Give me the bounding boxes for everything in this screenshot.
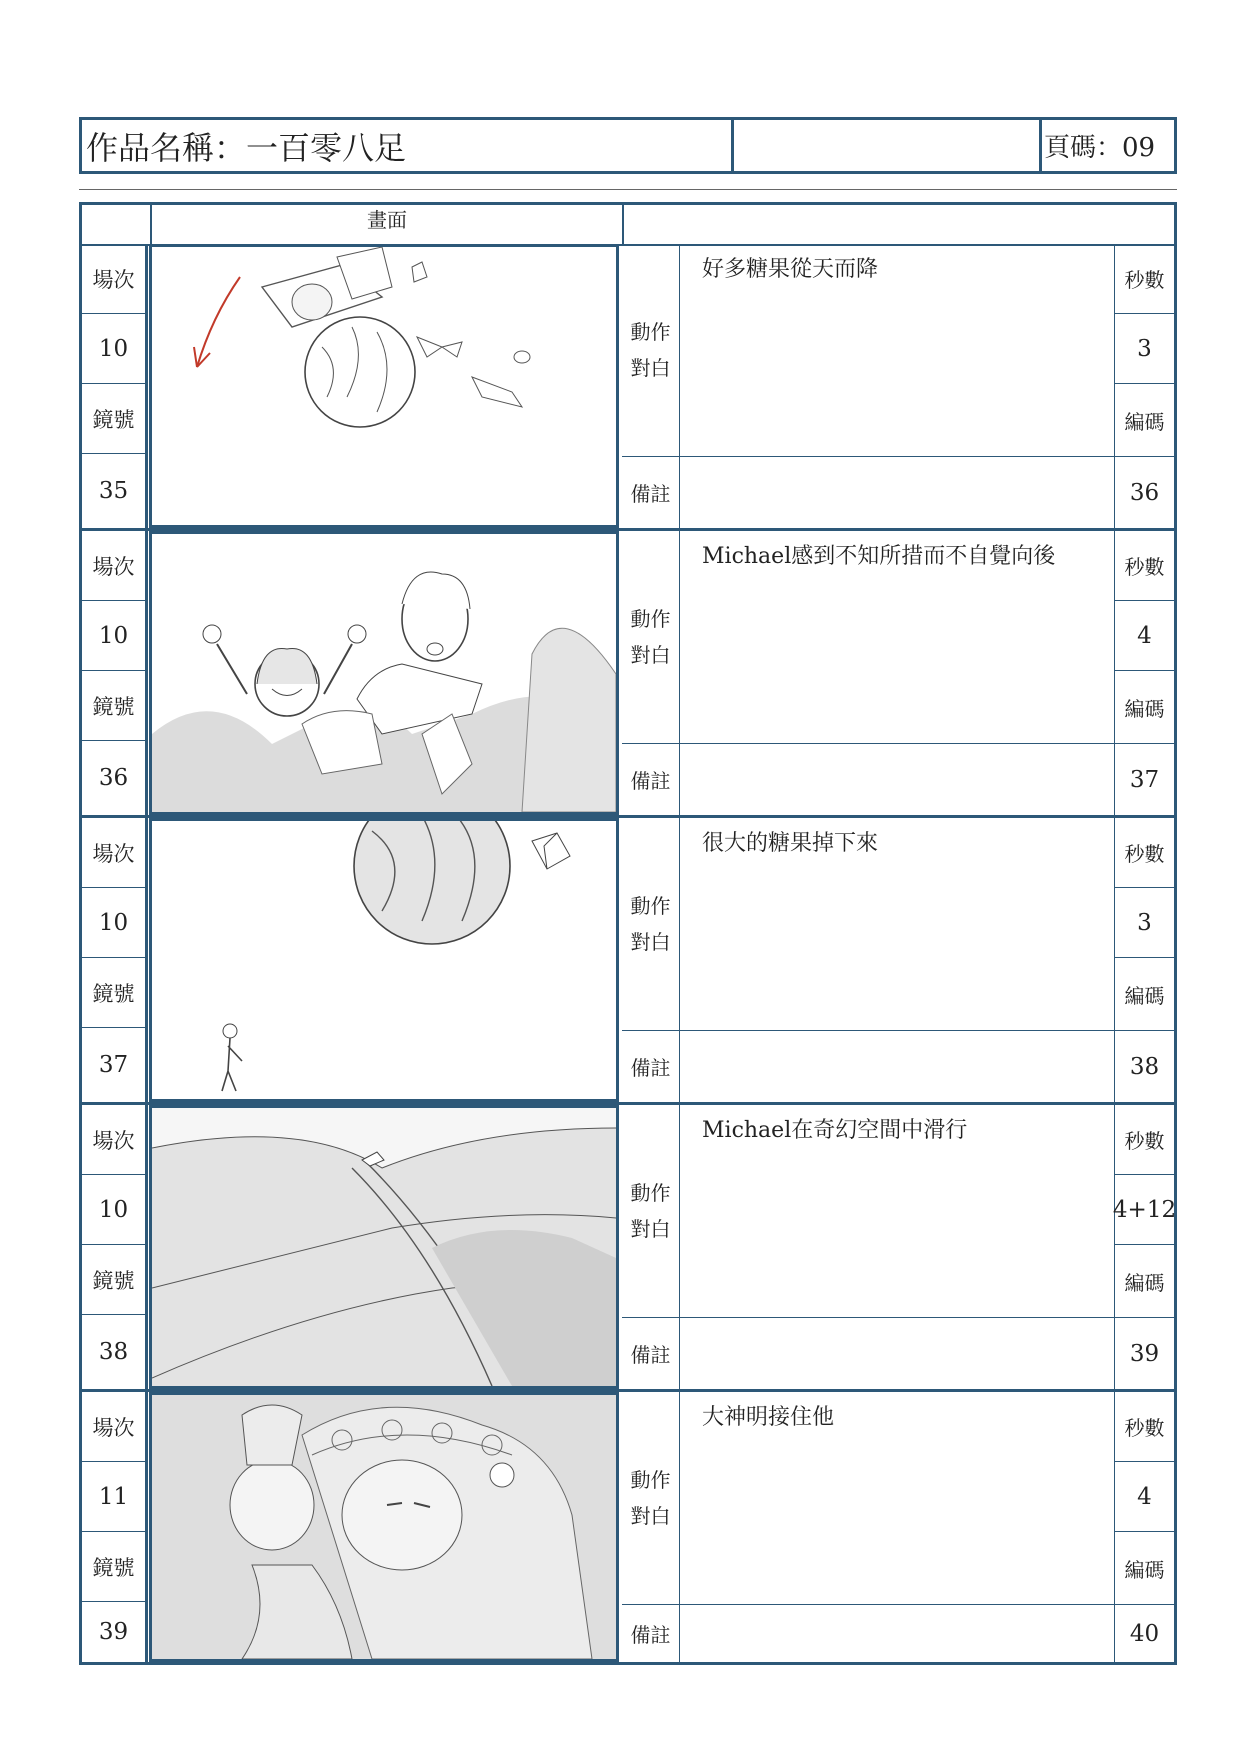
shot-label: 鏡號 [82, 671, 148, 741]
scene-label: 場次 [82, 818, 148, 888]
shot-row [82, 1392, 1174, 1662]
scene-label: 場次 [82, 1392, 148, 1462]
code-label: 編碼 [1114, 384, 1174, 457]
action-dialogue-label [622, 531, 680, 744]
scene-number: 10 [82, 888, 148, 958]
code-value: 40 [1114, 1605, 1174, 1662]
code-value: 38 [1114, 1031, 1174, 1102]
sketch-characters-reacting [152, 534, 616, 812]
storyboard-frame-gliding [149, 1105, 619, 1389]
shot-description: 好多糖果從天而降 [680, 244, 1114, 457]
storyboard-frame-big-candy [149, 818, 619, 1102]
note-field [680, 744, 1114, 815]
action-label: 動作 [630, 607, 671, 631]
code-value: 36 [1114, 457, 1174, 528]
seconds-label: 秒數 [1114, 1105, 1174, 1175]
shot-number: 38 [82, 1315, 148, 1389]
shot-label: 鏡號 [82, 384, 148, 454]
seconds-value: 4+12 [1114, 1175, 1174, 1245]
seconds-value: 3 [1114, 888, 1174, 958]
seconds-label: 秒數 [1114, 818, 1174, 888]
dialogue-label: 對白 [630, 1504, 671, 1528]
table-header-row [82, 205, 1174, 246]
sketch-gliding [152, 1108, 616, 1386]
shot-row [82, 531, 1174, 818]
shot-description: 大神明接住他 [680, 1392, 1114, 1605]
action-dialogue-label [622, 1392, 680, 1605]
shot-number: 37 [82, 1028, 148, 1102]
action-label: 動作 [630, 1181, 671, 1205]
seconds-value: 3 [1114, 314, 1174, 384]
seconds-label: 秒數 [1114, 531, 1174, 601]
scene-label: 場次 [82, 244, 148, 314]
code-label: 編碼 [1114, 671, 1174, 744]
shot-description: Michael在奇幻空間中滑行 [680, 1105, 1114, 1318]
note-field [680, 1318, 1114, 1389]
seconds-label: 秒數 [1114, 1392, 1174, 1462]
code-label: 編碼 [1114, 1245, 1174, 1318]
code-label: 編碼 [1114, 1532, 1174, 1605]
seconds-value: 4 [1114, 601, 1174, 671]
action-dialogue-label [622, 1105, 680, 1318]
header-corner-cell [82, 205, 152, 244]
action-label: 動作 [630, 894, 671, 918]
shot-row [82, 244, 1174, 531]
storyboard-frame-characters-reacting [149, 531, 619, 815]
shot-number: 35 [82, 454, 148, 528]
scene-number: 10 [82, 601, 148, 671]
scene-number: 11 [82, 1462, 148, 1532]
header-divider [79, 189, 1177, 190]
action-dialogue-label [622, 244, 680, 457]
scene-label: 場次 [82, 531, 148, 601]
shot-number: 39 [82, 1602, 148, 1662]
work-title: 作品名稱：一百零八足 [82, 120, 734, 171]
shot-number: 36 [82, 741, 148, 815]
header-blank-cell [734, 120, 1042, 171]
code-label: 編碼 [1114, 958, 1174, 1031]
note-label: 備註 [622, 457, 680, 528]
dialogue-label: 對白 [630, 930, 671, 954]
storyboard-table [79, 202, 1177, 1665]
sketch-deity-catches [152, 1395, 616, 1659]
note-label: 備註 [622, 1318, 680, 1389]
sketch-candies-falling [152, 247, 616, 525]
dialogue-label: 對白 [630, 356, 671, 380]
scene-number: 10 [82, 314, 148, 384]
page-number: 頁碼：09 [1044, 133, 1156, 163]
scene-label: 場次 [82, 1105, 148, 1175]
code-value: 39 [1114, 1318, 1174, 1389]
picture-column-header: 畫面 [152, 205, 624, 244]
storyboard-frame-deity-catches [149, 1392, 619, 1662]
shot-label: 鏡號 [82, 1245, 148, 1315]
action-label: 動作 [630, 1468, 671, 1492]
seconds-label: 秒數 [1114, 244, 1174, 314]
action-dialogue-label [622, 818, 680, 1031]
note-field [680, 1605, 1114, 1662]
note-label: 備註 [622, 1031, 680, 1102]
dialogue-label: 對白 [630, 1217, 671, 1241]
storyboard-header [79, 117, 1177, 174]
sketch-big-candy [152, 821, 616, 1099]
shot-label: 鏡號 [82, 958, 148, 1028]
action-label: 動作 [630, 320, 671, 344]
shot-description: 很大的糖果掉下來 [680, 818, 1114, 1031]
shot-row [82, 1105, 1177, 1392]
shot-label: 鏡號 [82, 1532, 148, 1602]
note-field [680, 457, 1114, 528]
note-field [680, 1031, 1114, 1102]
dialogue-label: 對白 [630, 643, 671, 667]
scene-number: 10 [82, 1175, 148, 1245]
note-label: 備註 [622, 744, 680, 815]
shot-description: Michael感到不知所措而不自覺向後 [680, 531, 1114, 744]
storyboard-frame-candies-falling [149, 244, 619, 528]
seconds-value: 4 [1114, 1462, 1174, 1532]
shot-row [82, 818, 1174, 1105]
note-label: 備註 [622, 1605, 680, 1662]
code-value: 37 [1114, 744, 1174, 815]
